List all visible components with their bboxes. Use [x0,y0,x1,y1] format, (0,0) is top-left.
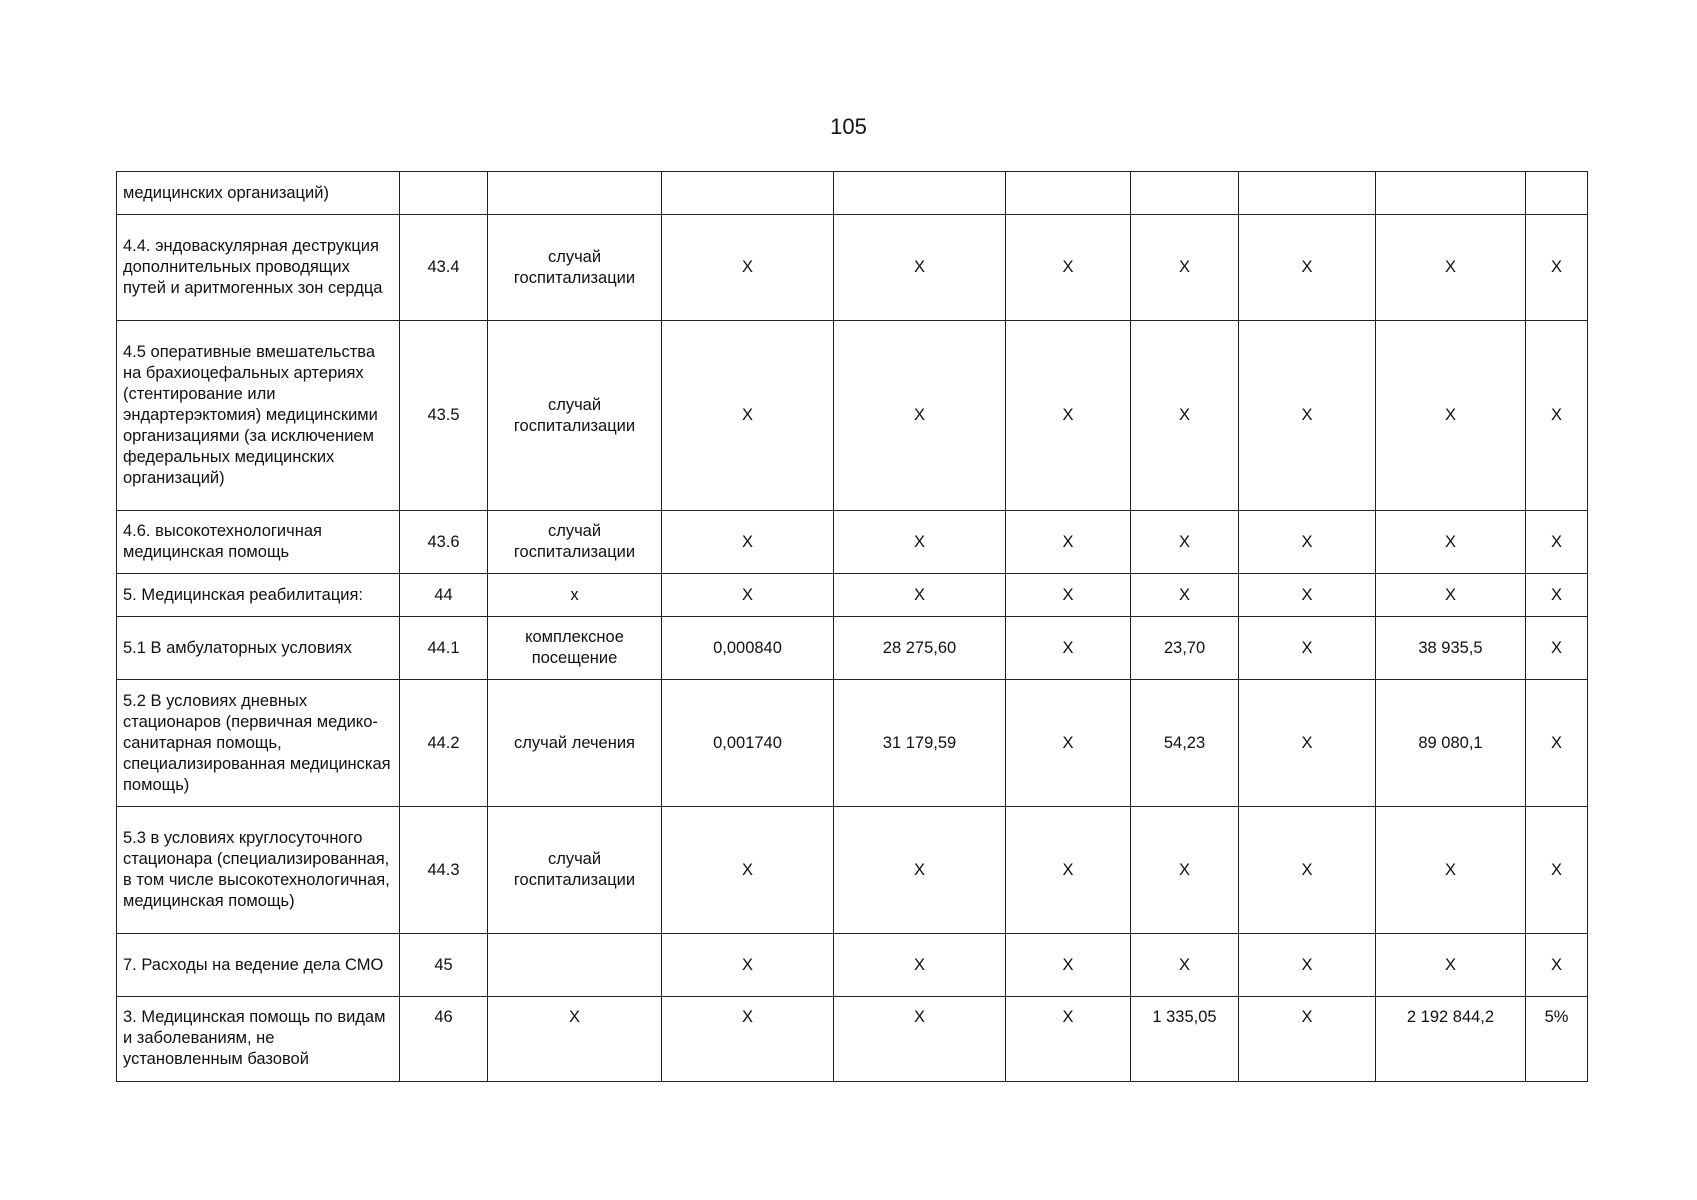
table-cell: X [1239,934,1376,997]
table-cell: X [1006,574,1131,617]
table-cell [1131,172,1239,215]
table-cell: X [834,997,1006,1082]
table-cell-code: 44.2 [400,680,488,807]
table-cell: X [662,321,834,511]
table-cell: X [1006,934,1131,997]
table-cell: 89 080,1 [1376,680,1526,807]
table-row [117,997,1588,1082]
table-cell: X [1006,321,1131,511]
table-row [117,574,1588,617]
table-cell: X [1131,574,1239,617]
table-cell: X [1526,934,1588,997]
table-cell-name: 5.2 В условиях дневных стационаров (первичная медико-санитарная помощь, специализированная медицинская помощь) [117,680,400,807]
table-cell: X [834,934,1006,997]
table-cell: X [834,321,1006,511]
table-cell-code: 44.3 [400,807,488,934]
table-cell-unit: случай госпитализации [488,511,662,574]
table-cell-name: медицинских организаций) [117,172,400,215]
table-cell: X [1376,807,1526,934]
table-cell: 23,70 [1131,617,1239,680]
table-cell: X [1006,215,1131,321]
table-row [117,215,1588,321]
table-cell: X [1526,321,1588,511]
table-cell: X [1239,511,1376,574]
table-cell-code: 44 [400,574,488,617]
table-cell-code: 45 [400,934,488,997]
table-cell: 2 192 844,2 [1376,997,1526,1082]
table-cell-name: 5. Медицинская реабилитация: [117,574,400,617]
table-cell: X [662,574,834,617]
table-cell: X [1376,934,1526,997]
table-cell-name: 7. Расходы на ведение дела СМО [117,934,400,997]
table-cell: X [1006,680,1131,807]
table-cell: X [1239,321,1376,511]
table-cell: X [1526,807,1588,934]
table-cell: X [662,934,834,997]
table-row [117,807,1588,934]
table-cell-code: 43.6 [400,511,488,574]
table-cell: X [662,807,834,934]
table-cell-code: 43.4 [400,215,488,321]
table-cell: 1 335,05 [1131,997,1239,1082]
table-row [117,511,1588,574]
table-body [117,172,1588,1082]
table-cell: X [1526,680,1588,807]
table-cell: X [662,215,834,321]
table-cell-unit: X [488,997,662,1082]
table-cell: X [1239,997,1376,1082]
table-cell: X [662,997,834,1082]
table-cell-unit: комплексное посещение [488,617,662,680]
table-cell: X [1526,511,1588,574]
table-cell-unit [488,172,662,215]
table-cell-name: 5.1 В амбулаторных условиях [117,617,400,680]
table-cell: X [1526,574,1588,617]
table-cell: X [1239,807,1376,934]
table-cell-name: 4.6. высокотехнологичная медицинская помощь [117,511,400,574]
table-cell: X [834,574,1006,617]
table-cell: X [834,511,1006,574]
table-cell [834,172,1006,215]
table-cell: 5% [1526,997,1588,1082]
table-cell-name: 4.4. эндоваскулярная деструкция дополнительных проводящих путей и аритмогенных зон сердца [117,215,400,321]
table-cell-unit: случай госпитализации [488,215,662,321]
table-cell: 31 179,59 [834,680,1006,807]
table-cell: X [1239,680,1376,807]
table-cell: X [1131,321,1239,511]
table-cell-code [400,172,488,215]
table-row [117,172,1588,215]
table-cell-unit: x [488,574,662,617]
table-cell: X [1239,574,1376,617]
table-cell: X [1006,997,1131,1082]
table-cell: X [1131,807,1239,934]
table-row [117,934,1588,997]
table-cell-name: 3. Медицинская помощь по видам и заболеваниям, не установленным базовой [117,997,400,1082]
table-cell-code: 43.5 [400,321,488,511]
table-cell-unit: случай госпитализации [488,807,662,934]
table-cell: X [1006,617,1131,680]
table-cell-code: 44.1 [400,617,488,680]
table-cell [662,172,834,215]
table-cell-unit: случай лечения [488,680,662,807]
table-cell: X [1376,511,1526,574]
table-cell [1526,172,1588,215]
data-table [116,171,1588,1082]
table-cell: X [1526,215,1588,321]
table-cell-unit [488,934,662,997]
table-cell-name: 5.3 в условиях круглосуточного стационара (специализированная, в том числе высокотехнологичная, медицинская помощь) [117,807,400,934]
table-cell: 0,001740 [662,680,834,807]
table-cell: 28 275,60 [834,617,1006,680]
table-cell: X [1131,934,1239,997]
table-cell: X [1239,617,1376,680]
table-cell: X [662,511,834,574]
table-row [117,321,1588,511]
table-cell: X [1376,215,1526,321]
table-row [117,680,1588,807]
table-cell: X [834,215,1006,321]
table-cell: X [1006,807,1131,934]
table-cell: X [1526,617,1588,680]
table-cell-name: 4.5 оперативные вмешательства на брахиоцефальных артериях (стентирование или эндартерэктомия) медицинскими организациями (за исключением федеральных медицинских организаций) [117,321,400,511]
table-cell: X [1239,215,1376,321]
table-cell [1006,172,1131,215]
table-cell-unit: случай госпитализации [488,321,662,511]
table-cell: X [1006,511,1131,574]
table-cell: X [1376,574,1526,617]
table-cell [1239,172,1376,215]
table-cell-code: 46 [400,997,488,1082]
table-cell [1376,172,1526,215]
table-cell: X [1131,511,1239,574]
table-cell: X [1376,321,1526,511]
table-row [117,617,1588,680]
table-cell: 54,23 [1131,680,1239,807]
table-cell: 0,000840 [662,617,834,680]
table-cell: 38 935,5 [1376,617,1526,680]
table-cell: X [834,807,1006,934]
table-cell: X [1131,215,1239,321]
page-number: 105 [830,114,867,139]
